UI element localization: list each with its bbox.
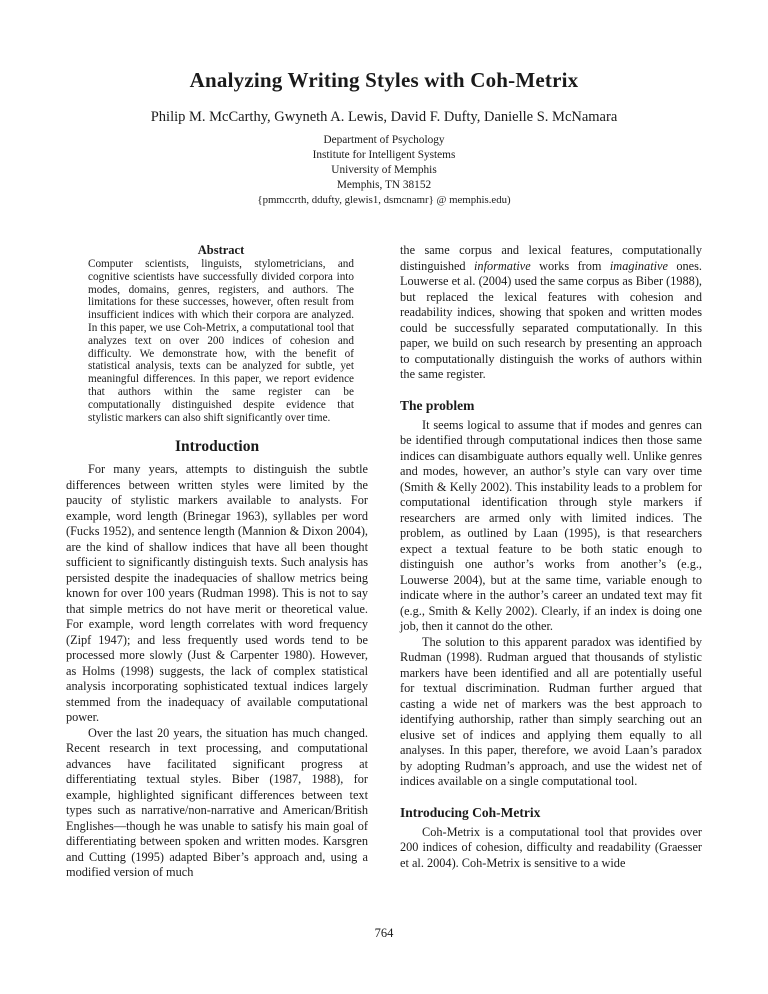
introduction-paragraph-2: Over the last 20 years, the situation has much changed. Recent research in text processing, and computational advances have facilitated significant progress at differentiating textual styles. Biber (1987, 1988), for example, highlighted significant differences between text types such as narrative/non-narrative and American/British Englishes—though he was unable to satisfy his main goal of differentiating between spoken and written modes. Karsgren and Cutting (1995) adapted Biber’s approach and, using a modified version of much — [66, 725, 368, 880]
problem-heading: The problem — [400, 397, 475, 413]
two-column-body — [66, 243, 702, 881]
introduction-paragraph-1: For many years, attempts to distinguish the subtle differences between written styles were limited by the paucity of stylistic markers available to analysts. For example, word length (Brinegar 1963), syllables per word (Fucks 1952), and sentence length (Mannion & Dixon 2004), are the kind of shallow indices that have all been thought sufficient to significantly distinguish texts. Such analysis has persisted despite the inadequacies of shallow metrics being known for over 100 years (Rudman 1998). This is not to say that simple metrics do not have merit or theoretical value. For example, word length correlates with word frequency (Zipf 1947); and less frequently used words tend to be processed more slowly (Just & Carpenter 1980). However, as Holms (1998) suggests, the lack of complex statistical analysis incorporating sophisticated textual indices largely stemmed from the inadequacy of available computational power. — [66, 462, 368, 725]
italic-term-imaginative: imaginative — [609, 258, 668, 273]
affiliation-block — [0, 133, 768, 207]
affiliation-line: Institute for Intelligent Systems — [312, 149, 456, 161]
abstract-body: Computer scientists, linguists, stylometricians, and cognitive scientists have successfully divided corpora into modes, domains, genres, registers, and authors. The limitations for these successes, however, often result from insufficient indices with which their corpora are analyzed. In this paper, we use Coh-Metrix, a computational tool that analyzes text on over 200 indices of cohesion and difficulty. We demonstrate how, with the benefit of statistical analysis, texts can be analyzed for subtle, yet meaningful differences. In this paper, we report evidence that authors within the same register can be computationally distinguished despite evidence that stylistic markers can also shift significantly over time. — [88, 258, 354, 424]
cohmetrix-paragraph: Coh-Metrix is a computational tool that provides over 200 indices of cohesion, difficulty and readability (Graesser et al. 2004). Coh-Metrix is sensitive to a wide — [400, 824, 702, 870]
continuation-text: works from — [530, 258, 610, 273]
affiliation-line: Memphis, TN 38152 — [336, 179, 432, 191]
paper-title: Analyzing Writing Styles with Coh-Metrix — [189, 68, 579, 92]
left-column — [66, 243, 368, 881]
affiliation-line: University of Memphis — [331, 164, 437, 176]
abstract-heading: Abstract — [197, 243, 245, 257]
email-line: {pmmccrth, ddufty, glewis1, dsmcnamr} @ memphis.edu) — [257, 194, 511, 206]
italic-term-informative: informative — [474, 258, 531, 273]
right-column — [400, 243, 702, 881]
continuation-text: the same corpus and lexical features, computationally distinguished — [400, 243, 702, 273]
problem-paragraph-1: It seems logical to assume that if modes and genres can be identified through computational indices then those same indices can disambiguate authors equally well. Unlike genres and modes, however, an author’s style can vary over time (Smith & Kelly 2002). This instability leads to a problem for computational identification through style markers if researchers are armed only with limited indices. The problem, as outlined by Laan (1995), is that researchers expect a textual feature to be both static enough to distinguish one author’s works from another’s (e.g., Louwerse 2004), but at the same time, variable enough to indicate where in the author’s career an undated text may fit (e.g., Smith & Kelly 2002). Clearly, if an index is doing one job, then it cannot do the other. — [400, 417, 702, 633]
cohmetrix-heading: Introducing Coh-Metrix — [400, 804, 541, 820]
page-number: 764 — [374, 926, 394, 940]
problem-paragraph-2: The solution to this apparent paradox was identified by Rudman (1998). Rudman argued that thousands of stylistic markers have been identified and all are potentially useful for textual discrimination. Rudman further argued that casting a wide net of markers was the best approach to identifying authorship, rather than simply searching out an elusive set of indices and applying them equally to all analyses. In this paper, therefore, we avoid Laan’s paradox by adopting Rudman’s approach, and use the widest net of indices available on a single computational tool. — [400, 634, 702, 788]
continuation-paragraph — [400, 243, 702, 383]
author-line: Philip M. McCarthy, Gwyneth A. Lewis, David F. Dufty, Danielle S. McNamara — [150, 109, 618, 125]
introduction-heading: Introduction — [174, 438, 260, 456]
affiliation-line: Department of Psychology — [323, 134, 445, 146]
continuation-text: ones. Louwerse et al. (2004) used the same corpus as Biber (1988), but replaced the lexical features with cohesion and readability indices, showing that spoken and written modes could be successfully separated computationally. In this paper, we build on such research by presenting an approach to computationally distinguish the works of authors within the same register. — [400, 258, 702, 381]
paper-header — [0, 0, 768, 207]
